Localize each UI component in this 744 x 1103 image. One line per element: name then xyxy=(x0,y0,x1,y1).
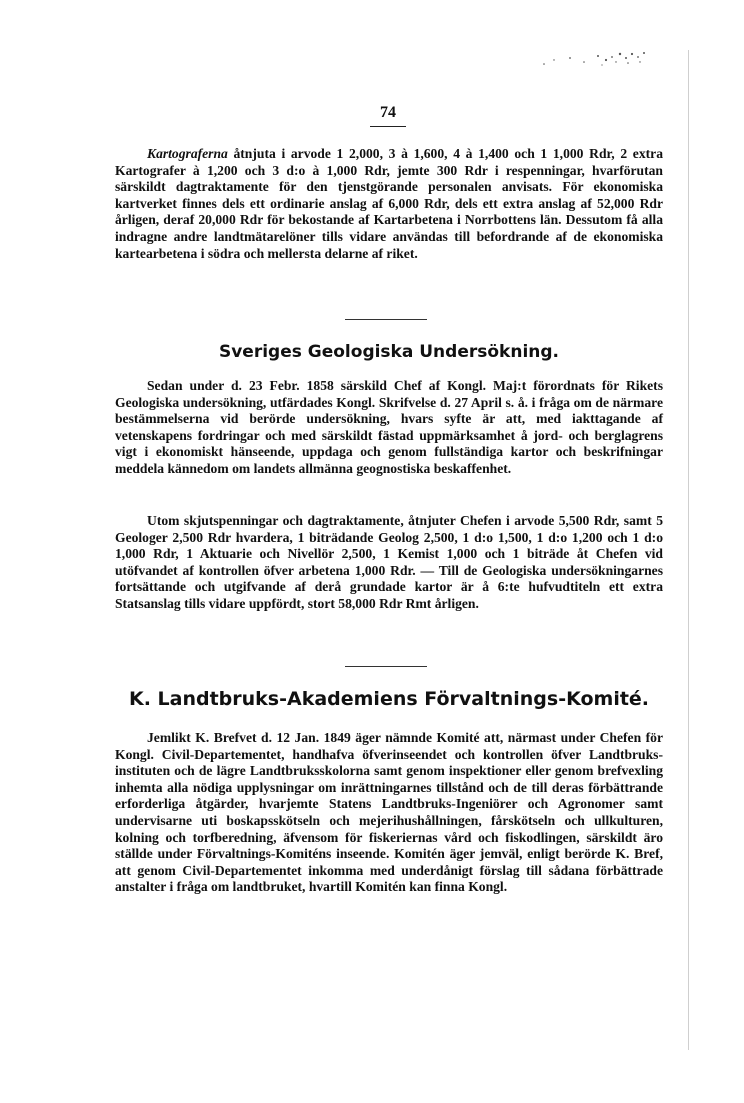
scan-noise-mark xyxy=(540,48,650,72)
paragraph-text: åtnjuta i arvode 1 2,000, 3 à 1,600, 4 à 1,400 och 1 1,000 Rdr, 2 extra Kartografer à 1,200 och 3 d:o à 1,000 Rdr, jemte 300 Rdr i respenningar, hvarförutan särskildt dagtraktamente för den tjenstgörande personalen anvisats. För ekonomiska kartverket finnes dels ett ordinarie anslag af 6,000 Rdr, dels ett extra anslag af 52,000 Rdr årligen, deraf 20,000 Rdr för bekostande af Kartarbetena i Norrbottens län. Dessutom få alla indragne andre landtmätarelöner tills vidare användas till befordrande af de ekonomiska kartearbetena i södra och mellersta delarne af riket. xyxy=(115,146,663,261)
cartographers-paragraph xyxy=(115,146,663,262)
paragraph-lead-word: Kartograferna xyxy=(147,146,228,161)
agricultural-committee-paragraph xyxy=(115,730,663,896)
paragraph-text: Sedan under d. 23 Febr. 1858 särskild Chef af Kongl. Maj:t förordnats för Rikets Geologiska undersökning, utfärdades Kongl. Skrifvelse d. 27 April s. å. i fråga om de närmare bestämmelserna vid berörde undersökning, hvars syfte är att, med iakttagande af vetenskapens fordringar och med särskildt fästad uppmärksamhet å jord- och berglagrens vigt i ekonomiskt hänseende, uppdaga och genom fullständiga kartor och beskrifningar meddela kännedom om landets allmänna geognostiska beskaffenhet. xyxy=(115,378,663,476)
paragraph-text: Jemlikt K. Brefvet d. 12 Jan. 1849 äger nämnde Komité att, närmast under Chefen för Kongl. Civil-Departementet, handhafva öfverinseendet och kontrollen öfver Landtbruks-instituten och de lägre Landtbruksskolorna samt genom inspektioner eller genom brefvexling inhemta alla nödiga upplysningar om inrättningarnes tillstånd och de till deras förbättrande erforderliga åtgärder, hvarjemte Statens Landtbruks-Ingeniörer och Agronomer samt undervisarne uti boskapsskötseln och mejerihushållningen, fårskötseln och ullkulturen, kolning och torfberedning, äfvensom för fiskeriernas vård och fiskodlingen, särskildt äro ställde under Förvaltnings-Komiténs inseende. Komitén äger jemväl, enligt berörde K. Bref, att genom Civil-Departementet inkomma med underdånigt förslag till sådana förbättrade anstalter i fråga om landtbruket, hvartill Komitén kan finna Kongl. xyxy=(115,730,663,895)
paragraph-text: Utom skjutspenningar och dagtraktamente, åtnjuter Chefen i arvode 5,500 Rdr, samt 5 Geologer 2,500 Rdr hvardera, 1 biträdande Geolog 2,500, 1 d:o 1,500, 1 d:o 1,200 och 1 d:o 1,000 Rdr, 1 Aktuarie och Nivellör 2,500, 1 Kemist 1,000 och 1 biträde åt Chefen vid utöfvandet af kontrollen öfver arbetena 1,000 Rdr. — Till de Geologiska undersökningarnes fortsättande och utgifvande af derå grundade kartor är å 6:te hufvudtiteln ett extra Statsanslag tills vidare uppfördt, stort 58,000 Rdr Rmt årligen. xyxy=(115,513,663,611)
section-divider xyxy=(345,666,427,667)
page-number: 74 xyxy=(380,104,396,121)
section-heading-geologiska: Sveriges Geologiska Undersökning. xyxy=(218,342,560,362)
geological-salaries-paragraph xyxy=(115,513,663,613)
geological-survey-paragraph xyxy=(115,378,663,478)
section-divider xyxy=(345,319,427,320)
page-number-underline xyxy=(370,126,406,127)
page-edge-line xyxy=(688,50,689,1050)
section-heading-landtbruks: K. Landtbruks-Akademiens Förvaltnings-Komité. xyxy=(128,688,650,710)
